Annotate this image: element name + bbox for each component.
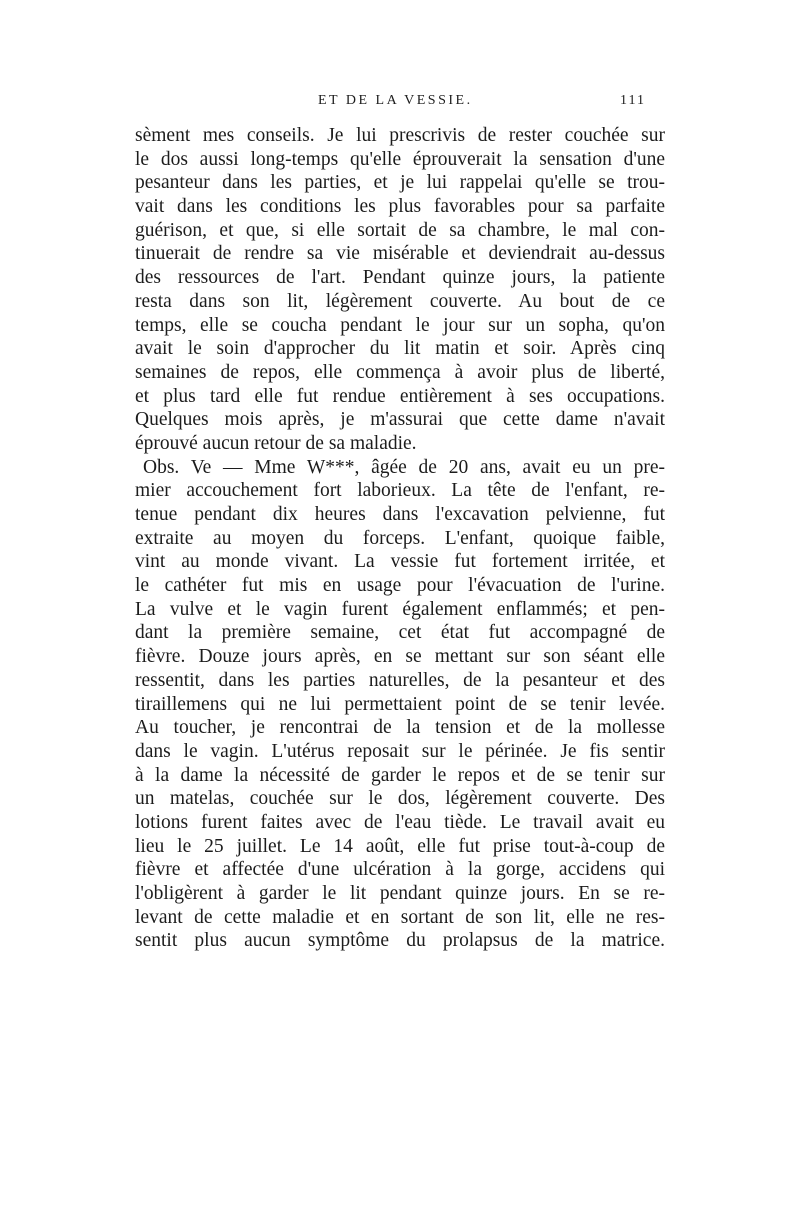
running-title: ET DE LA VESSIE. bbox=[318, 93, 473, 108]
paragraph-end-line: éprouvé aucun retour de sa maladie. bbox=[135, 432, 417, 454]
text-line: tinuerait de rendre sa vie misérable et deviendrait au-dessus bbox=[135, 243, 665, 265]
text-line: lieu le 25 juillet. Le 14 août, elle fut prise tout-à-coup de bbox=[135, 835, 665, 857]
text-line: sentit plus aucun symptôme du prolapsus de la matrice. bbox=[135, 930, 665, 952]
text-line: le dos aussi long-temps qu'elle éprouverait la sensation d'une bbox=[135, 148, 665, 170]
text-line: le cathéter fut mis en usage pour l'évacuation de l'urine. bbox=[135, 575, 665, 597]
text-line: Quelques mois après, je m'assurai que cette dame n'avait bbox=[135, 409, 665, 431]
text-line: pesanteur dans les parties, et je lui rappelai qu'elle se trou- bbox=[135, 172, 665, 194]
text-line: mier accouchement fort laborieux. La tête de l'enfant, re- bbox=[135, 480, 665, 502]
text-line: vait dans les conditions les plus favorables pour sa parfaite bbox=[135, 196, 665, 218]
text-line: tiraillemens qui ne lui permettaient point de se tenir levée. bbox=[135, 693, 665, 715]
text-line: vint au monde vivant. La vessie fut fortement irritée, et bbox=[135, 551, 665, 573]
text-line: ressentit, dans les parties naturelles, de la pesanteur et des bbox=[135, 669, 665, 691]
text-line: resta dans son lit, légèrement couverte. Au bout de ce bbox=[135, 290, 665, 312]
text-line: sèment mes conseils. Je lui prescrivis de rester couchée sur bbox=[135, 125, 665, 146]
text-line: un matelas, couchée sur le dos, légèrement couverte. Des bbox=[135, 788, 665, 810]
text-line: La vulve et le vagin furent également enflammés; et pen- bbox=[135, 598, 665, 620]
text-line: tenue pendant dix heures dans l'excavation pelvienne, fut bbox=[135, 504, 665, 525]
text-line: fièvre. Douze jours après, en se mettant sur son séant elle bbox=[135, 646, 665, 668]
text-line: avait le soin d'approcher du lit matin et soir. Après cinq bbox=[135, 338, 665, 360]
text-line: temps, elle se coucha pendant le jour sur un sopha, qu'on bbox=[135, 314, 665, 336]
text-line: levant de cette maladie et en sortant de son lit, elle ne res- bbox=[135, 906, 665, 928]
text-line: Au toucher, je rencontrai de la tension et de la mollesse bbox=[135, 717, 665, 739]
text-line: semaines de repos, elle commença à avoir plus de liberté, bbox=[135, 361, 665, 383]
text-line: l'obligèrent à garder le lit pendant quinze jours. En se re- bbox=[135, 883, 665, 904]
text-line: extraite au moyen du forceps. L'enfant, quoique faible, bbox=[135, 527, 665, 549]
body-text bbox=[135, 124, 665, 953]
text-line: dant la première semaine, cet état fut accompagné de bbox=[135, 622, 665, 644]
text-line: dans le vagin. L'utérus reposait sur le périnée. Je fis sentir bbox=[135, 740, 665, 762]
observation-heading-line: Obs. Ve — Mme W***, âgée de 20 ans, avait eu un pre- bbox=[143, 456, 665, 478]
text-line: lotions furent faites avec de l'eau tiède. Le travail avait eu bbox=[135, 811, 665, 833]
page-header bbox=[0, 93, 800, 113]
text-line: à la dame la nécessité de garder le repos et de se tenir sur bbox=[135, 764, 665, 786]
page-number: 111 bbox=[620, 93, 646, 108]
text-line: guérison, et que, si elle sortait de sa chambre, le mal con- bbox=[135, 219, 665, 241]
text-line: et plus tard elle fut rendue entièrement à ses occupations. bbox=[135, 385, 665, 407]
text-line: des ressources de l'art. Pendant quinze jours, la patiente bbox=[135, 267, 665, 289]
text-line: fièvre et affectée d'une ulcération à la gorge, accidens qui bbox=[135, 859, 665, 881]
